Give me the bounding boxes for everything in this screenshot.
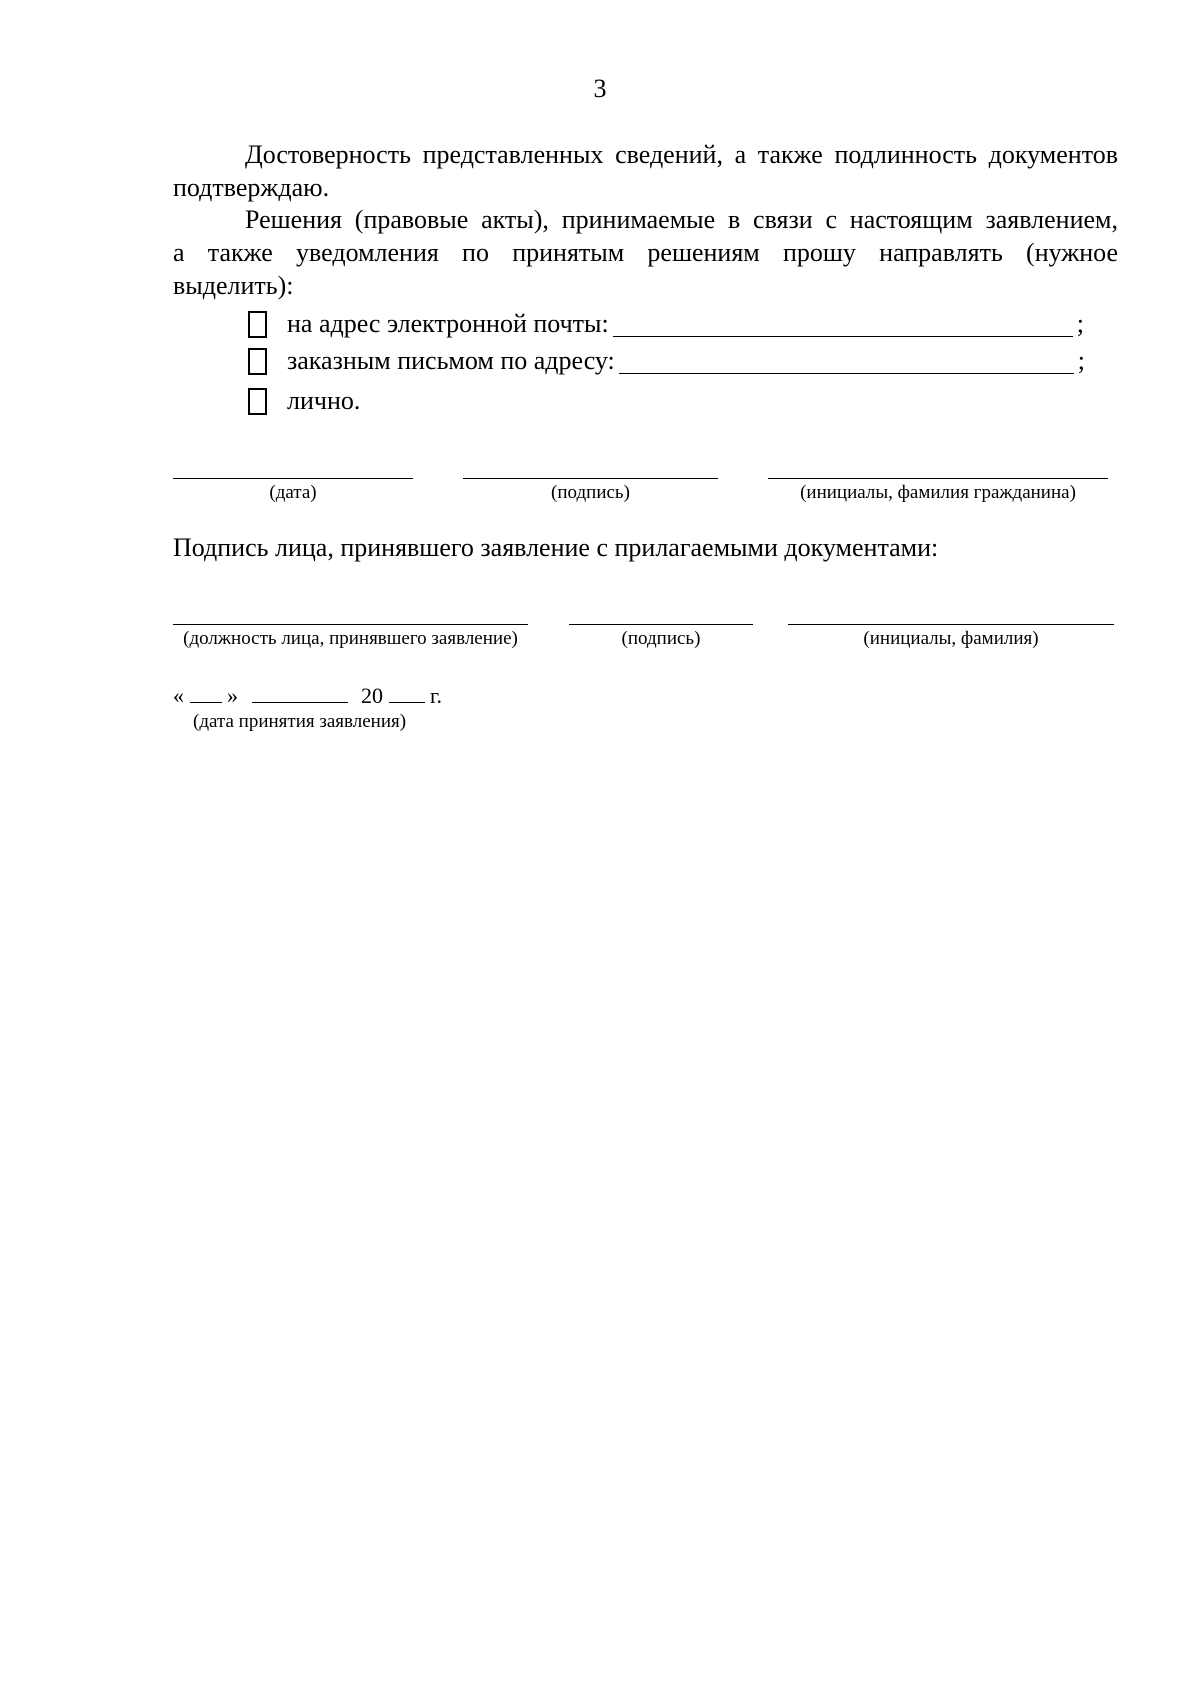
delivery-paragraph-line-1 xyxy=(173,203,1118,236)
date-received-caption: (дата принятия заявления) xyxy=(193,711,407,732)
year-suffix: г. xyxy=(430,683,443,708)
registered-mail-option-end: ; xyxy=(1077,346,1086,375)
page-number: 3 xyxy=(593,74,607,103)
registered-mail-option-label: заказным письмом по адресу: xyxy=(287,346,615,375)
applicant-date-line[interactable] xyxy=(173,478,413,479)
confirmation-paragraph xyxy=(173,138,1118,204)
year-field[interactable] xyxy=(389,684,425,703)
applicant-name-line[interactable] xyxy=(768,478,1108,479)
receiver-position-line[interactable] xyxy=(173,624,528,625)
registered-mail-checkbox[interactable] xyxy=(248,348,267,375)
receiver-signature-line[interactable] xyxy=(569,624,753,625)
email-checkbox[interactable] xyxy=(248,311,267,338)
receiver-signature-heading: Подпись лица, принявшего заявление с прилагаемыми документами: xyxy=(173,533,939,562)
delivery-paragraph-line-1-text: Решения (правовые акты), принимаемые в связи с настоящим заявлением, xyxy=(245,205,1118,234)
in-person-checkbox[interactable] xyxy=(248,388,267,415)
applicant-name-caption: (инициалы, фамилия гражданина) xyxy=(800,482,1076,503)
receiver-signature-caption: (подпись) xyxy=(621,628,701,649)
year-prefix: 20 xyxy=(361,683,383,708)
in-person-option-label: лично. xyxy=(287,386,361,415)
delivery-paragraph-line-2: а также уведомления по принятым решениям прошу направлять (нужное xyxy=(173,238,1118,267)
receiver-position-caption: (должность лица, принявшего заявление) xyxy=(183,628,518,649)
delivery-paragraph-line-3: выделить): xyxy=(173,271,294,300)
date-received-row xyxy=(173,683,442,709)
email-address-field[interactable] xyxy=(613,312,1073,337)
confirmation-text: Достоверность представленных сведений, а также подлинность документов подтверждаю. xyxy=(173,140,1118,202)
email-option-label: на адрес электронной почты: xyxy=(287,309,609,338)
postal-address-field[interactable] xyxy=(619,349,1074,374)
month-field[interactable] xyxy=(252,684,348,703)
option-registered-mail[interactable] xyxy=(248,344,1085,378)
option-in-person[interactable] xyxy=(248,384,360,418)
option-email[interactable] xyxy=(248,307,1084,341)
applicant-date-caption: (дата) xyxy=(269,482,317,503)
date-open-quote: « xyxy=(173,683,184,708)
receiver-name-caption: (инициалы, фамилия) xyxy=(863,628,1039,649)
email-option-end: ; xyxy=(1076,309,1084,338)
applicant-signature-line[interactable] xyxy=(463,478,718,479)
applicant-signature-caption: (подпись) xyxy=(551,482,630,503)
day-field[interactable] xyxy=(190,684,222,703)
receiver-name-line[interactable] xyxy=(788,624,1114,625)
date-close-quote: » xyxy=(227,683,238,708)
delivery-method-paragraph xyxy=(173,203,1118,302)
